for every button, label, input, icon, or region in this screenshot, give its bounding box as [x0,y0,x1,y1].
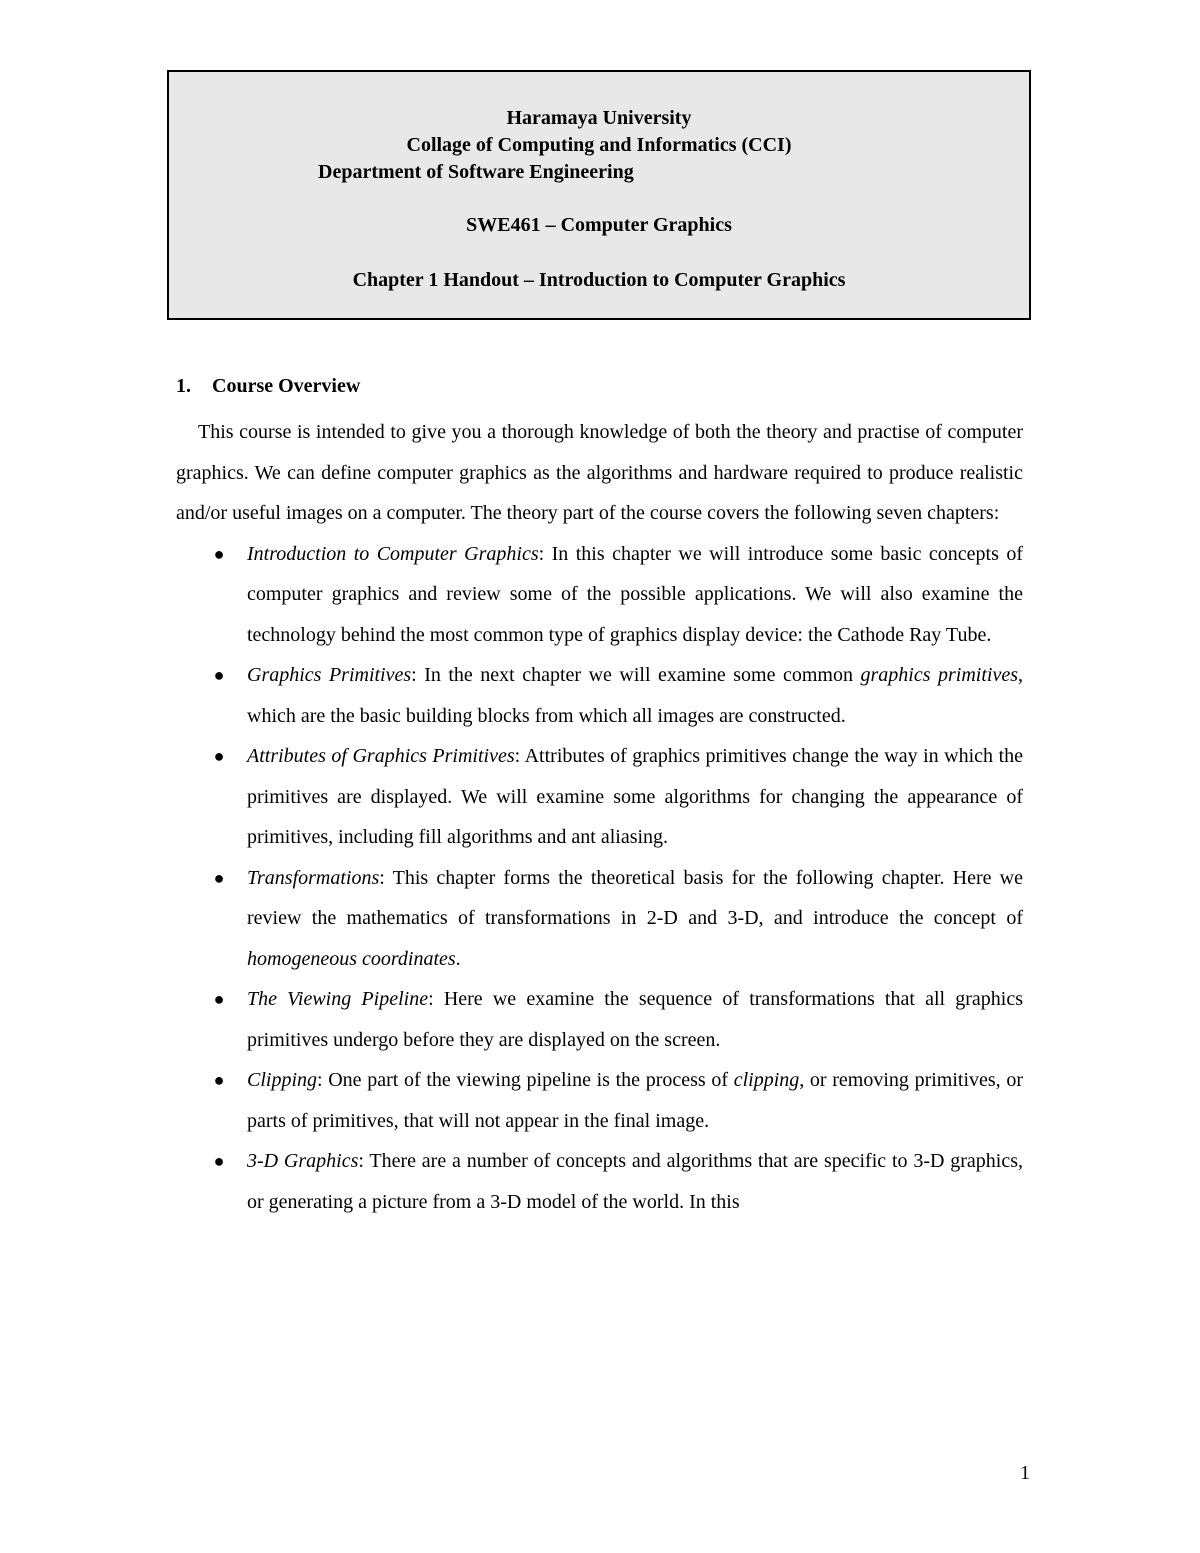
chapter-description: : In the next chapter we will examine some common [411,664,861,686]
bullet-icon: ● [213,867,225,888]
chapter-description: : This chapter forms the theoretical basis for the following chapter. Here we review the mathematics of transformations in 2-D and 3-D, and introduce the concept of [247,866,1023,929]
list-item [176,858,1023,980]
college-name: Collage of Computing and Informatics (CCI) [406,134,792,156]
page-number: 1 [1020,1462,1030,1484]
emphasis-text: homogeneous coordinates [247,947,456,970]
bullet-icon: ● [213,665,225,685]
title-box [167,70,1031,320]
university-name: Haramaya University [506,107,692,129]
section-heading [176,373,360,399]
bullet-icon: ● [213,989,225,1009]
chapter-description: : Attributes of graphics primitives change the way in which the primitives are displayed. We will examine some algorithms for changing the appearance of primitives, including fill algorithms and ant aliasing. [247,745,1023,848]
chapter-term: Clipping [247,1069,318,1091]
bullet-icon: ● [213,1151,225,1171]
chapter-term: Attributes of Graphics Primitives [247,745,515,767]
chapter-term: 3-D Graphics [247,1150,359,1172]
course-title: SWE461 – Computer Graphics [466,214,732,236]
chapter-description: : In this chapter we will introduce some basic concepts of computer graphics and review some of the possible applications. We will also examine the technology behind the most common type of graphics display device: the Cathode Ray Tube. [247,542,1023,646]
section-number: 1. [176,375,191,397]
list-item [176,1060,1023,1141]
chapter-description: : Here we examine the sequence of transformations that all graphics primitives undergo before they are displayed on the screen. [247,988,1024,1051]
body-text [176,412,1023,1222]
title-box-inner [173,76,1025,314]
chapter-description: : There are a number of concepts and algorithms that are specific to 3-D graphics, or generating a picture from a 3-D model of the world. In this [247,1150,1023,1213]
department-name: Department of Software Engineering [318,161,634,183]
chapter-description-end: . [455,947,461,970]
list-item [176,736,1023,858]
chapter-description-end: , or removing primitives, or parts of primitives, that will not appear in the final image. [247,1069,1023,1132]
chapter-list [176,534,1023,1223]
chapter-term: Introduction to Computer Graphics [247,542,539,565]
handout-title: Chapter 1 Handout – Introduction to Computer Graphics [352,269,846,291]
bullet-icon: ● [213,746,225,766]
emphasis-text: clipping [733,1069,800,1091]
chapter-description-end: , which are the basic building blocks from which all images are constructed. [247,664,1023,727]
chapter-term: Graphics Primitives [247,664,412,686]
intro-paragraph: This course is intended to give you a thorough knowledge of both the theory and practise of computer graphics. We can define computer graphics as the algorithms and hardware required to produce realistic and/or useful images on a computer. The theory part of the course covers the following seven chapters: [176,421,1023,524]
bullet-icon: ● [213,543,225,564]
emphasis-text: graphics primitives [860,664,1018,686]
list-item [176,534,1023,656]
list-item [176,1141,1023,1222]
chapter-term: The Viewing Pipeline [247,988,429,1010]
list-item [176,979,1023,1060]
list-item [176,655,1023,736]
bullet-icon: ● [213,1070,225,1090]
chapter-description: : One part of the viewing pipeline is the process of [317,1069,734,1091]
section-title: Course Overview [212,375,361,397]
chapter-term: Transformations [247,866,380,889]
